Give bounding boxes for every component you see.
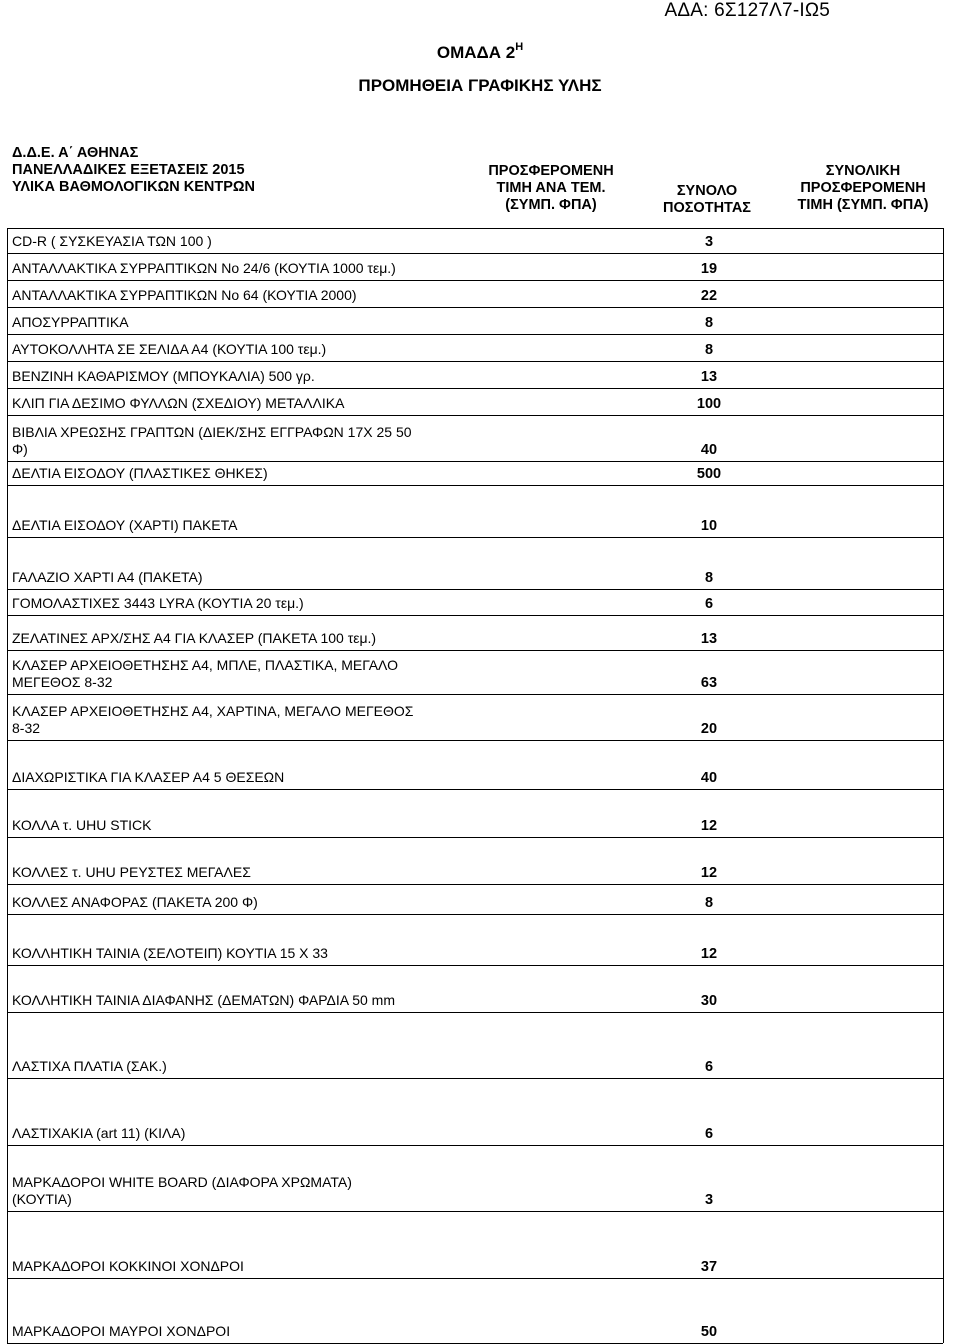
item-description [12, 395, 462, 412]
item-description-line: (ΚΟΥΤΙΑ) [12, 1191, 72, 1207]
item-description [12, 233, 462, 250]
item-quantity: 63 [700, 675, 718, 691]
item-description [12, 1174, 462, 1208]
item-description [12, 817, 462, 834]
table-row [7, 1211, 943, 1278]
item-description-line: ΑΥΤΟΚΟΛΛΗΤΑ ΣΕ ΣΕΛΙΔΑ Α4 (ΚΟΥΤΙΑ 100 τεμ.) [12, 341, 327, 357]
table-row [7, 740, 943, 789]
table-row [7, 914, 943, 965]
item-quantity: 8 [704, 895, 714, 911]
item-description-line: ΓΟΜΟΛΑΣΤΙΧΕΣ 3443 LYRA (ΚΟΥΤΙΑ 20 τεμ.) [12, 595, 304, 611]
item-description-line: ΜΑΡΚΑΔΟΡΟΙ ΚΟΚΚΙΝΟΙ ΧΟΝΔΡΟΙ [12, 1258, 244, 1274]
table-row [7, 537, 943, 589]
item-description-line: ΚΟΛΛΑ τ. UHU STICK [12, 817, 152, 833]
item-description [12, 1258, 462, 1275]
group-subtitle: ΠΡΟΜΗΘΕΙΑ ΓΡΑΦΙΚΗΣ ΥΛΗΣ [358, 76, 602, 95]
header-org-line: ΠΑΝΕΛΛΑΔΙΚΕΣ ΕΞΕΤΑΣΕΙΣ 2015 [12, 162, 245, 178]
header-org-line: Δ.Δ.Ε. Α΄ ΑΘΗΝΑΣ [12, 145, 139, 161]
table-row [7, 253, 943, 280]
table-row [7, 280, 943, 307]
item-description [12, 630, 462, 647]
item-quantity: 12 [700, 865, 718, 881]
item-quantity: 13 [700, 369, 718, 385]
item-description-line: ΖΕΛΑΤΙΝΕΣ ΑΡΧ/ΣΗΣ Α4 ΓΙΑ ΚΛΑΣΕΡ (ΠΑΚΕΤΑ 100 τεμ.) [12, 630, 377, 646]
item-quantity: 6 [704, 1059, 714, 1075]
item-quantity: 19 [700, 261, 718, 277]
item-quantity: 8 [704, 315, 714, 331]
table-row [7, 415, 943, 461]
item-description [12, 864, 462, 881]
item-description-line: ΚΟΛΛΕΣ τ. UHU ΡΕΥΣΤΕΣ ΜΕΓΑΛΕΣ [12, 864, 251, 880]
table-row [7, 965, 943, 1012]
item-description-line: ΓΑΛΑΖΙΟ ΧΑΡΤΙ Α4 (ΠΑΚΕΤΑ) [12, 569, 203, 585]
header-org-line: ΥΛΙΚΑ ΒΑΘΜΟΛΟΓΙΚΩΝ ΚΕΝΤΡΩΝ [12, 179, 255, 195]
table-row [7, 615, 943, 650]
column-header-line: ΠΡΟΣΦΕΡΟΜΕΝΗ [800, 180, 926, 196]
item-quantity: 3 [704, 1192, 714, 1208]
column-header-total-quantity [655, 183, 759, 217]
item-quantity: 6 [704, 1126, 714, 1142]
item-description-line: ΛΑΣΤΙΧΑΚΙΑ (art 11) (ΚΙΛΑ) [12, 1125, 186, 1141]
item-description-line: ΚΟΛΛΕΣ ΑΝΑΦΟΡΑΣ (ΠΑΚΕΤΑ 200 Φ) [12, 894, 258, 910]
table-row [7, 837, 943, 884]
item-quantity: 12 [700, 818, 718, 834]
item-quantity: 12 [700, 946, 718, 962]
item-description [12, 341, 462, 358]
table-row [7, 1278, 943, 1343]
item-quantity: 22 [700, 288, 718, 304]
item-description [12, 595, 462, 612]
item-description-line: ΑΝΤΑΛΛΑΚΤΙΚΑ ΣΥΡΡΑΠΤΙΚΩΝ Νο 64 (ΚΟΥΤΙΑ 2000) [12, 287, 357, 303]
item-quantity: 40 [700, 442, 718, 458]
column-header-line: ΣΥΝΟΛΙΚΗ [825, 163, 901, 179]
item-description [12, 314, 462, 331]
item-description [12, 569, 462, 586]
table-row [7, 388, 943, 415]
item-quantity: 8 [704, 342, 714, 358]
table-row [7, 589, 943, 615]
table-row [7, 1145, 943, 1211]
table-row [7, 361, 943, 388]
item-description-line: ΔΕΛΤΙΑ ΕΙΣΟΔΟΥ (ΠΛΑΣΤΙΚΕΣ ΘΗΚΕΣ) [12, 465, 268, 481]
item-description [12, 517, 462, 534]
item-description-line: ΔΕΛΤΙΑ ΕΙΣΟΔΟΥ (ΧΑΡΤΙ) ΠΑΚΕΤΑ [12, 517, 238, 533]
table-row [7, 884, 943, 914]
item-quantity: 3 [704, 234, 714, 250]
item-quantity: 13 [700, 631, 718, 647]
item-description [12, 992, 462, 1009]
item-description-line: ΒΙΒΛΙΑ ΧΡΕΩΣΗΣ ΓΡΑΠΤΩΝ (ΔΙΕΚ/ΣΗΣ ΕΓΓΡΑΦΩΝ 17Χ 25 50 [12, 424, 412, 440]
item-description [12, 1058, 462, 1075]
item-description [12, 1125, 462, 1142]
item-description [12, 945, 462, 962]
item-description [12, 465, 462, 482]
item-description [12, 703, 462, 737]
item-description-line: ΚΟΛΛΗΤΙΚΗ ΤΑΙΝΙΑ ΔΙΑΦΑΝΗΣ (ΔΕΜΑΤΩΝ) ΦΑΡΔΙΑ 50 mm [12, 992, 395, 1008]
item-quantity: 100 [696, 396, 722, 412]
table-row [7, 1012, 943, 1078]
item-quantity: 30 [700, 993, 718, 1009]
document-ada-code: ΑΔΑ: 6Σ127Λ7-ΙΩ5 [664, 0, 830, 21]
column-header-line: (ΣΥΜΠ. ΦΠΑ) [505, 197, 597, 213]
table-row [7, 485, 943, 537]
item-description [12, 1323, 462, 1340]
item-description-line: ΚΟΛΛΗΤΙΚΗ ΤΑΙΝΙΑ (ΣΕΛΟΤΕΙΠ) ΚΟΥΤΙΑ 15 Χ 33 [12, 945, 328, 961]
item-quantity: 20 [700, 721, 718, 737]
table-row [7, 650, 943, 694]
item-description [12, 260, 462, 277]
column-header-line: ΤΙΜΗ ΑΝΑ ΤΕΜ. [496, 180, 606, 196]
item-description-line: ΚΛΙΠ ΓΙΑ ΔΕΣΙΜΟ ΦΥΛΛΩΝ (ΣΧΕΔΙΟΥ) ΜΕΤΑΛΛΙΚΑ [12, 395, 345, 411]
item-description-line: ΚΛΑΣΕΡ ΑΡΧΕΙΟΘΕΤΗΣΗΣ Α4, ΜΠΛΕ, ΠΛΑΣΤΙΚΑ, ΜΕΓΑΛΟ [12, 657, 398, 673]
column-header-line: ΠΟΣΟΤΗΤΑΣ [662, 200, 751, 216]
item-quantity: 10 [700, 518, 718, 534]
item-description [12, 287, 462, 304]
item-description [12, 657, 462, 691]
item-description [12, 424, 462, 458]
table-row [7, 1078, 943, 1145]
item-description-line: ΜΕΓΕΘΟΣ 8-32 [12, 674, 113, 690]
item-description-line: ΛΑΣΤΙΧΑ ΠΛΑΤΙΑ (ΣΑΚ.) [12, 1058, 167, 1074]
column-header-total-price [780, 163, 946, 214]
item-description-line: ΑΝΤΑΛΛΑΚΤΙΚΑ ΣΥΡΡΑΠΤΙΚΩΝ Νο 24/6 (ΚΟΥΤΙΑ 1000 τεμ.) [12, 260, 396, 276]
item-description [12, 769, 462, 786]
group-title-superscript: Η [515, 41, 524, 53]
table-row [7, 694, 943, 740]
item-description-line: ΑΠΟΣΥΡΡΑΠΤΙΚΑ [12, 314, 129, 330]
group-title [0, 43, 960, 63]
header-organization [12, 145, 255, 196]
column-header-unit-price [481, 163, 621, 214]
table-side-border [943, 228, 944, 1343]
item-quantity: 8 [704, 570, 714, 586]
table-row [7, 461, 943, 485]
item-description-line: ΒΕΝΖΙΝΗ ΚΑΘΑΡΙΣΜΟΥ (ΜΠΟΥΚΑΛΙΑ) 500 γρ. [12, 368, 315, 384]
table-row [7, 789, 943, 837]
item-description-line: ΜΑΡΚΑΔΟΡΟΙ ΜΑΥΡΟΙ ΧΟΝΔΡΟΙ [12, 1323, 231, 1339]
item-description-line: ΔΙΑΧΩΡΙΣΤΙΚΑ ΓΙΑ ΚΛΑΣΕΡ Α4 5 ΘΕΣΕΩΝ [12, 769, 285, 785]
column-header-line: ΤΙΜΗ (ΣΥΜΠ. ΦΠΑ) [797, 197, 929, 213]
item-quantity: 50 [700, 1324, 718, 1340]
table-side-border [7, 228, 8, 1343]
table-row [7, 334, 943, 361]
item-quantity: 500 [696, 466, 722, 482]
table-row [7, 307, 943, 334]
item-quantity: 37 [700, 1259, 718, 1275]
item-description-line: ΚΛΑΣΕΡ ΑΡΧΕΙΟΘΕΤΗΣΗΣ Α4, ΧΑΡΤΙΝΑ, ΜΕΓΑΛΟ ΜΕΓΕΘΟΣ [12, 703, 414, 719]
column-header-line: ΣΥΝΟΛΟ [676, 183, 738, 199]
item-description-line: CD-R ( ΣΥΣΚΕΥΑΣΙΑ ΤΩΝ 100 ) [12, 233, 212, 249]
item-description [12, 368, 462, 385]
item-quantity: 6 [704, 596, 714, 612]
item-description-line: Φ) [12, 441, 28, 457]
item-description-line: 8-32 [12, 720, 41, 736]
group-title-text: ΟΜΑΔΑ 2 [436, 43, 516, 62]
item-description [12, 894, 462, 911]
column-header-line: ΠΡΟΣΦΕΡΟΜΕΝΗ [488, 163, 614, 179]
item-description-line: ΜΑΡΚΑΔΟΡΟΙ WHITE BOARD (ΔΙΑΦΟΡΑ ΧΡΩΜΑΤΑ) [12, 1174, 352, 1190]
item-quantity: 40 [700, 770, 718, 786]
table-row [7, 228, 943, 253]
